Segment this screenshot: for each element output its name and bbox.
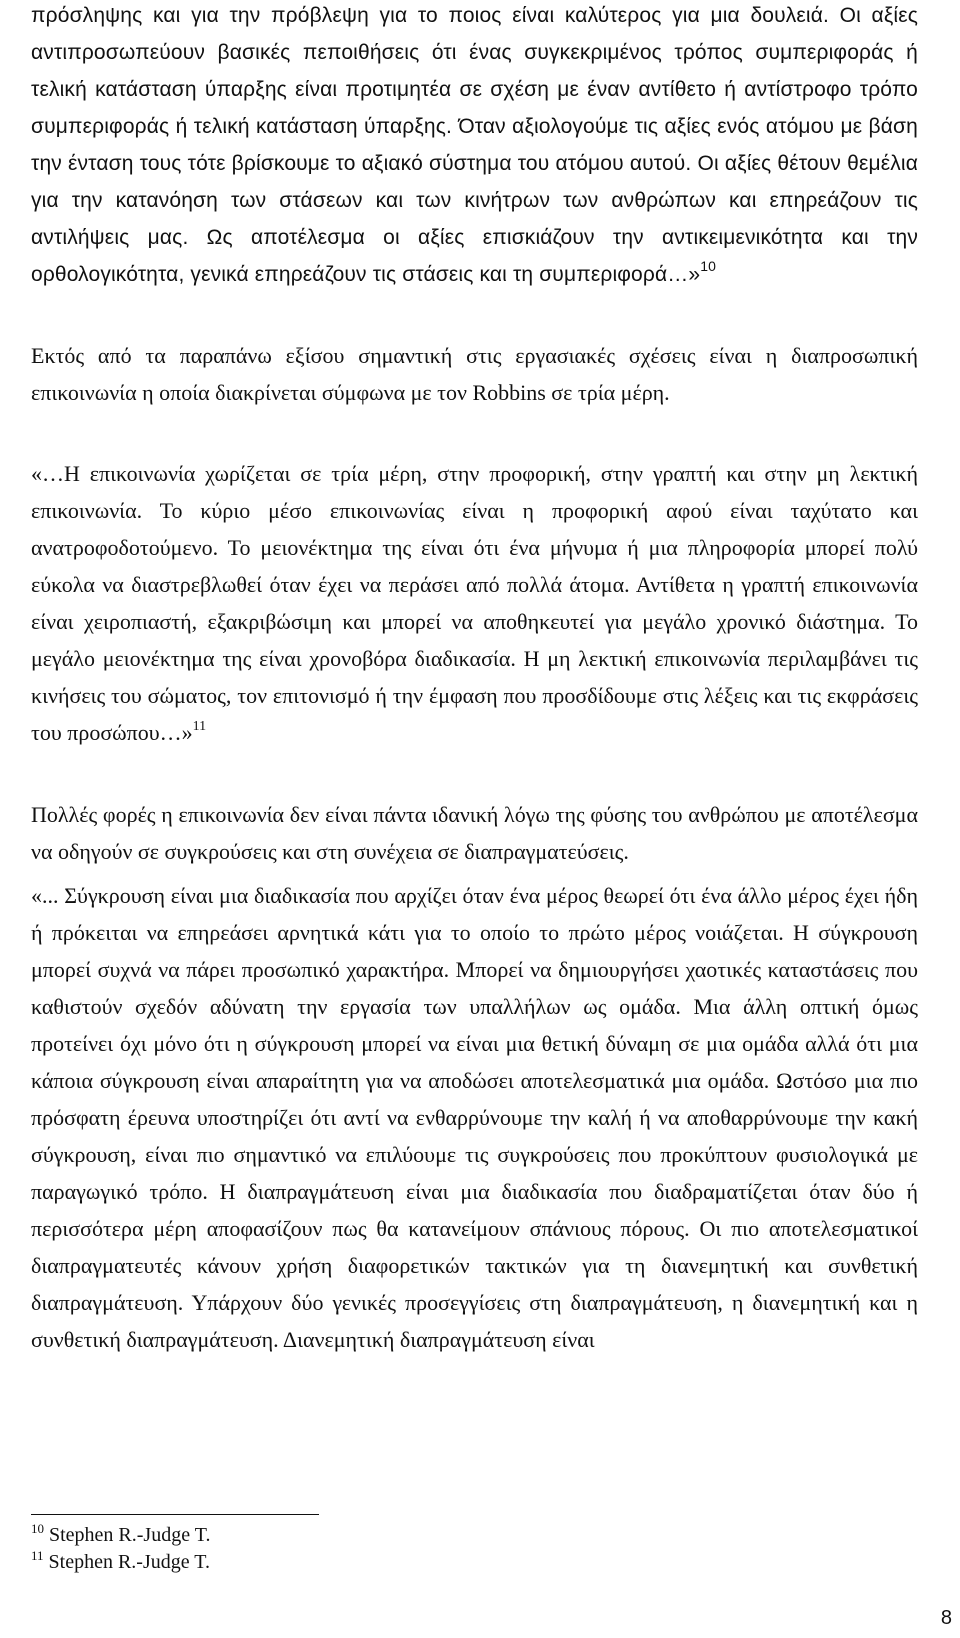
paragraph-values bbox=[31, 0, 918, 293]
footnote-text: Stephen R.-Judge T. bbox=[48, 1551, 210, 1573]
paragraph-text: Εκτός από τα παραπάνω εξίσου σημαντική στις εργασιακές σχέσεις είναι η διαπροσωπική επικοινωνία η οποία διακρίνεται σύμφωνα με τον Robbins σε τρία μέρη. bbox=[31, 343, 918, 405]
footnote-text: Stephen R.-Judge T. bbox=[49, 1524, 211, 1546]
paragraph-conflict-intro bbox=[31, 796, 918, 870]
footnote-reference[interactable]: 10 bbox=[700, 258, 717, 274]
footnote-number: 11 bbox=[31, 1548, 44, 1563]
paragraph-communication-types bbox=[31, 455, 918, 751]
footnote-separator bbox=[31, 1514, 319, 1515]
paragraph-text: «... Σύγκρουση είναι μια διαδικασία που αρχίζει όταν ένα μέρος θεωρεί ότι ένα άλλο μέρος έχει ήδη ή πρόκειται να επηρεάσει αρνητικά κάτι για το οποίο το πρώτο μέρος νοιάζεται. Η σύγκρουση μπορεί συχνά να πάρει προσωπικό χαρακτήρα. Μπορεί να δημιουργήσει χαοτικές καταστάσεις που καθιστούν σχεδόν αδύνατη την εργασία των υπαλλήλων ως ομάδα. Μια άλλη οπτική όμως προτείνει όχι μόνο ότι η σύγκρουση μπορεί να είναι μια θετική δύναμη σε μια ομάδα αλλά ότι μια κάποια σύγκρουση είναι απαραίτητη για να αποδώσει αποτελεσματικά μια ομάδα. Ωστόσο μια πιο πρόσφατη έρευνα υποστηρίζει ότι αντί να ενθαρρύνουμε την καλή ή να αποθαρρύνουμε την κακή σύγκρουση, είναι πιο σημαντικό να επιλύουμε τις συγκρούσεις που προκύπτουν φυσιολογικά με παραγωγικό τρόπο. Η διαπραγμάτευση είναι μια διαδικασία που διαδραματίζεται όταν δύο ή περισσότερα μέρη αποφασίζουν πως θα κατανείμουν σπάνιους πόρους. Οι πιο αποτελεσματικοί διαπραγματευτές κάνουν χρήση διαφορετικών τακτικών για τη διανεμητική και συνθετική διαπραγμάτευση. Υπάρχουν δύο γενικές προσεγγίσεις στη διαπραγμάτευση, η διανεμητική και η συνθετική διαπραγμάτευση. Διανεμητική διαπραγμάτευση είναι bbox=[31, 883, 918, 1352]
page-number: 8 bbox=[940, 1607, 952, 1629]
footnotes bbox=[31, 1522, 210, 1576]
footnote-item bbox=[31, 1522, 210, 1549]
paragraph-text: «…Η επικοινωνία χωρίζεται σε τρία μέρη, στην προφορική, στην γραπτή και στην μη λεκτική επικοινωνία. Το κύριο μέσο επικοινωνίας είναι η προφορική αφού είναι ταχύτατο και ανατροφοδοτούμενο. Το μειονέκτημα της είναι ότι ένα μήνυμα ή μια πληροφορία μπορεί πολύ εύκολα να διαστρεβλωθεί όταν έχει να περάσει από πολλά άτομα. Αντίθετα η γραπτή επικοινωνία είναι χειροπιαστή, εξακριβώσιμη και μπορεί να αποθηκευτεί για μεγάλο χρονικό διάστημα. Το μεγάλο μειονέκτημα της είναι χρονοβόρα διαδικασία. Η μη λεκτική επικοινωνία περιλαμβάνει τις κινήσεις του σώματος, τον επιτονισμό ή την έμφαση που προσδίδουμε στις λέξεις και τις εκφράσεις του προσώπου…» bbox=[31, 461, 918, 745]
paragraph-text: πρόσληψης και για την πρόβλεψη για το ποιος είναι καλύτερος για μια δουλειά. Οι αξίες αντιπροσωπεύουν βασικές πεποιθήσεις ότι ένας συγκεκριμένος τρόπος συμπεριφοράς ή τελική κατάσταση ύπαρξης είναι προτιμητέα σε σχέση με έναν αντίθετο ή αντίστροφο τρόπο συμπεριφοράς ή τελική κατάσταση ύπαρξης. Όταν αξιολογούμε τις αξίες ενός ατόμου με βάση την ένταση τους τότε βρίσκουμε το αξιακό σύστημα του ατόμου αυτού. Οι αξίες θέτουν θεμέλια για την κατανόηση των στάσεων και των κινήτρων των ανθρώπων και επηρεάζουν τις αντιλήψεις μας. Ως αποτέλεσμα οι αξίες επισκιάζουν την αντικειμενικότητα και την ορθολογικότητα, γενικά επηρεάζουν τις στάσεις και τη συμπεριφορά…» bbox=[31, 4, 918, 286]
footnote-item bbox=[31, 1549, 210, 1576]
paragraph-conflict-negotiation bbox=[31, 877, 918, 1358]
footnote-reference[interactable]: 11 bbox=[192, 719, 207, 734]
paragraph-text: Πολλές φορές η επικοινωνία δεν είναι πάντα ιδανική λόγω της φύσης του ανθρώπου με αποτέλεσμα να οδηγούν σε συγκρούσεις και στη συνέχεια σε διαπραγματεύσεις. bbox=[31, 802, 918, 864]
paragraph-communication-intro bbox=[31, 337, 918, 411]
footnote-number: 10 bbox=[31, 1521, 44, 1536]
